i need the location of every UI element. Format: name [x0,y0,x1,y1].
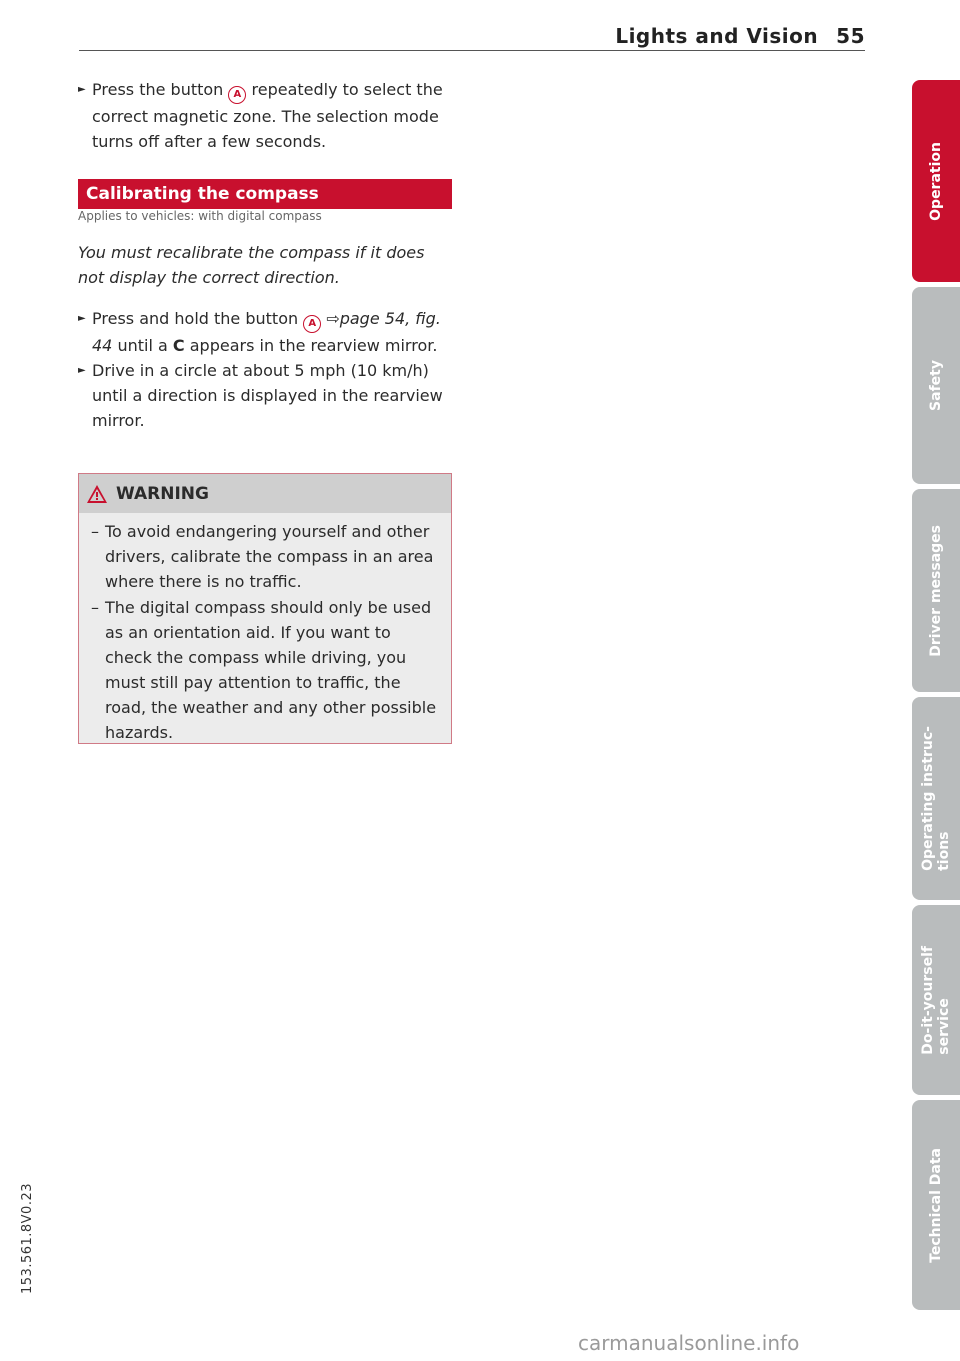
text: Press and hold the button [92,309,299,328]
section-intro: You must recalibrate the compass if it does not display the correct direction. [78,243,425,287]
header-rule [79,50,865,51]
tab-do-it-yourself-service[interactable] [912,905,960,1095]
tab-operating-instructions[interactable] [912,697,960,900]
document-code: 153.561.8V0.23 [20,1183,35,1294]
tab-label: Driver messages [928,524,944,657]
warning-box [78,473,452,744]
warning-header [79,474,451,513]
page-reference-link[interactable]: page 54, fig. 44 [92,309,441,355]
tab-label: Operation [928,141,944,221]
page-number: 55 [836,24,865,48]
warning-item: – To avoid endangering yourself and other drivers, calibrate the compass in an area where there is no traffic. [91,519,437,594]
bold-letter: C [172,336,185,355]
list-item [78,358,452,433]
running-head [615,24,865,48]
section-heading: Calibrating the compass [78,179,452,209]
text: appears in the rearview mirror. [189,336,438,355]
top-instruction [78,77,452,154]
tab-safety[interactable] [912,287,960,484]
watermark: carmanualsonline.info [578,1331,800,1355]
tab-operation[interactable] [912,80,960,282]
warning-item: – The digital compass should only be used as an orientation aid. If you want to check the compass while driving, you must still pay attention to traffic, the road, the weather and any other possible hazards. [91,595,437,745]
text: repeatedly to select the correct magnetic zone. The selection mode turns off after a few seconds. [92,80,443,151]
text: until a [117,336,168,355]
button-a-symbol: A [228,86,246,104]
warning-triangle-icon [86,484,108,504]
list-item [78,306,452,358]
button-a-symbol: A [303,315,321,333]
tab-label: Safety [928,360,944,411]
tab-label: Do-it-yourself service [920,945,952,1055]
warning-body [79,513,451,745]
text: Press the button [92,80,224,99]
tab-technical-data[interactable] [912,1100,960,1310]
tab-driver-messages[interactable] [912,489,960,692]
applies-to-note: Applies to vehicles: with digital compass [78,209,322,223]
arrow-icon: ⇨ [326,309,340,328]
section-title: Lights and Vision [615,24,819,48]
tab-label: Technical Data [928,1147,944,1263]
step-list [78,306,452,433]
text: Drive in a circle at about 5 mph (10 km/h) until a direction is displayed in the rearview mirror. [92,361,443,430]
tab-label: Operating instruc- tions [920,726,952,871]
list-item [78,77,452,154]
warning-title: WARNING [116,483,209,504]
